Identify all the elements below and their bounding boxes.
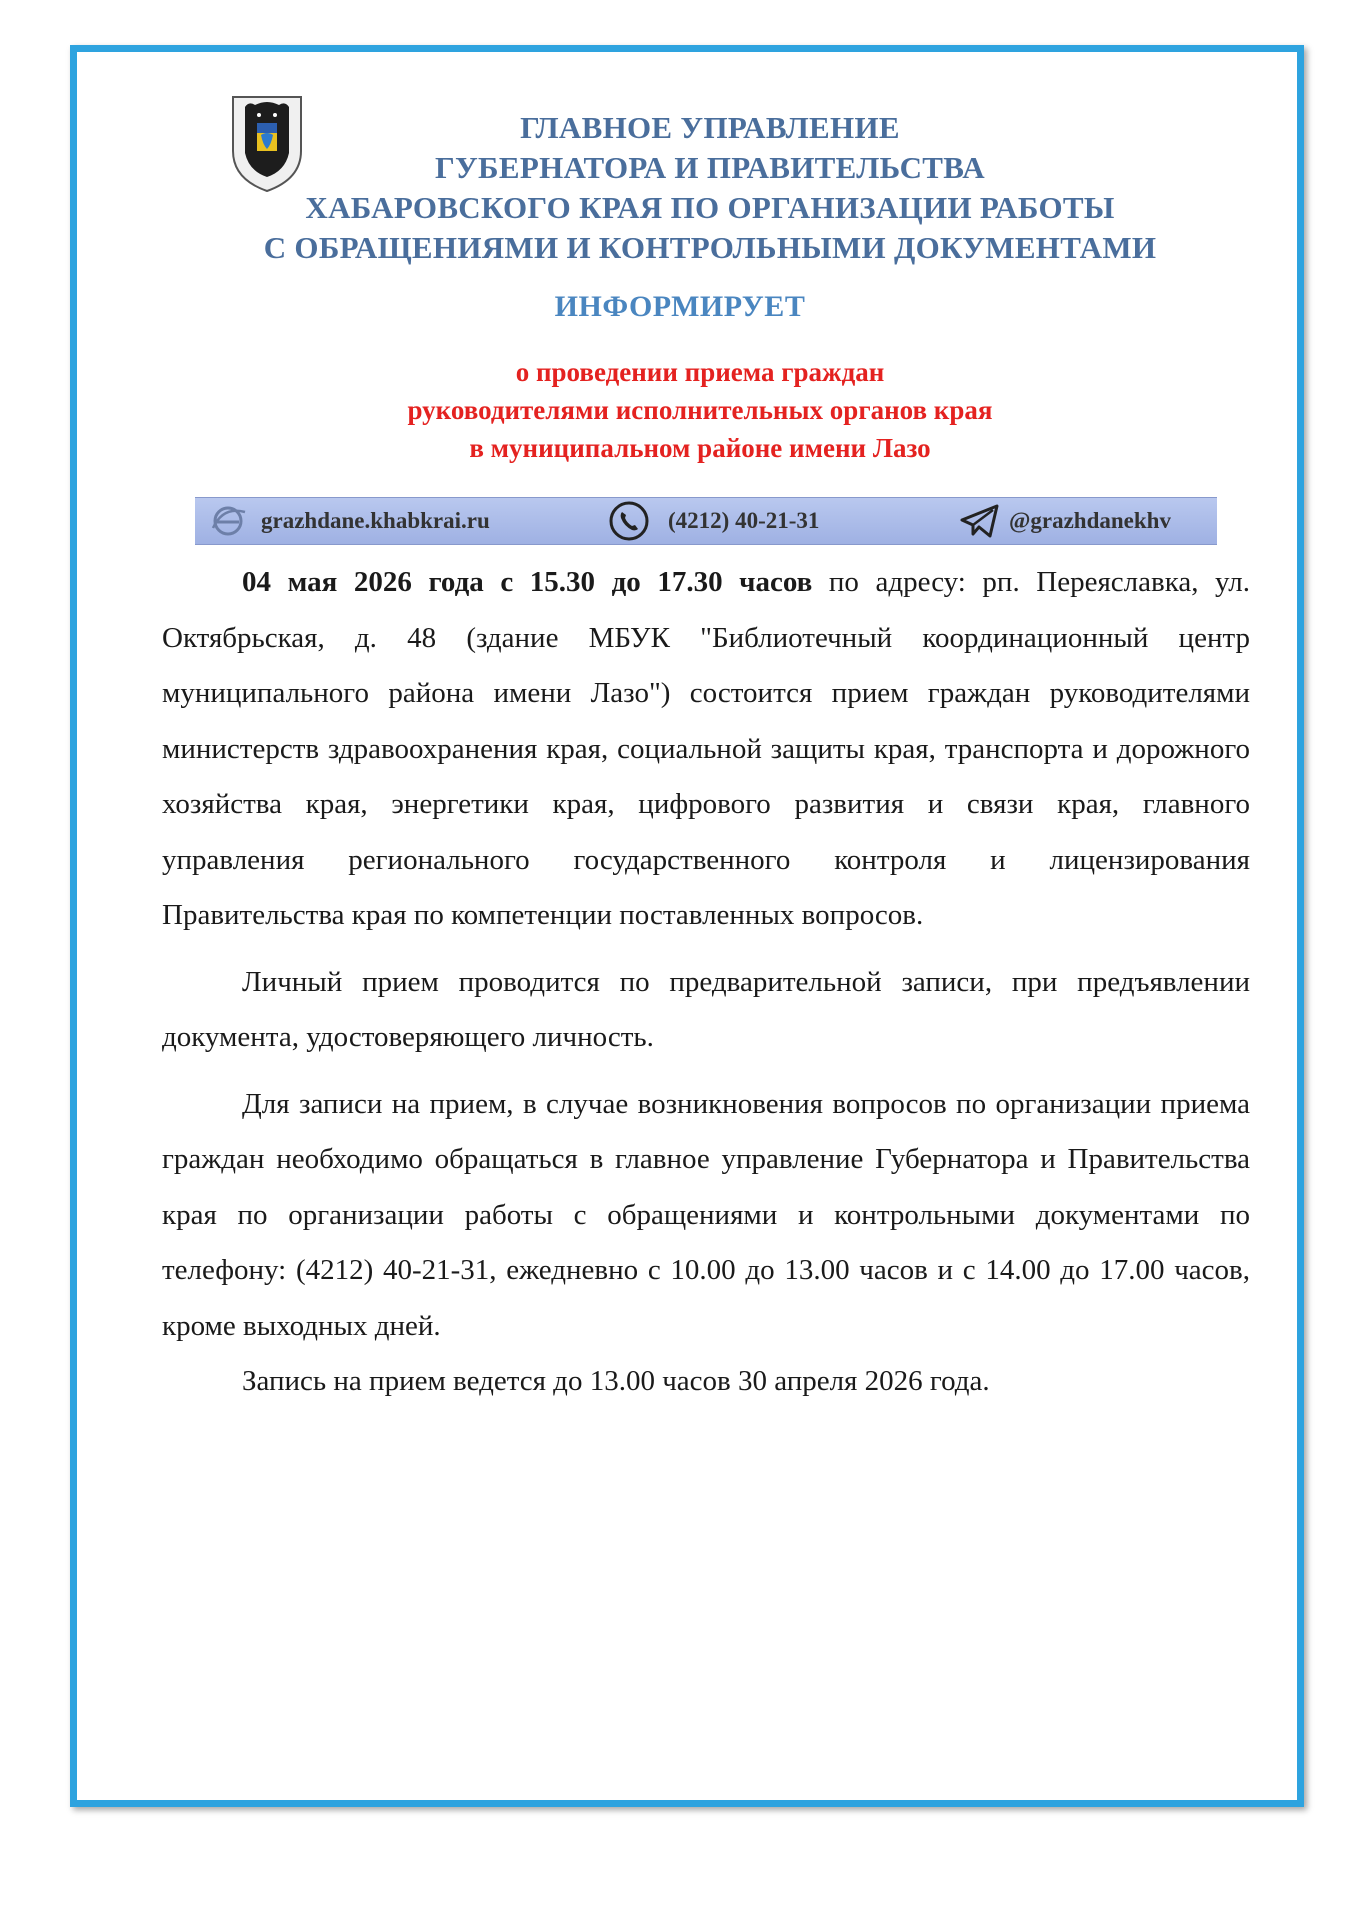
announcement-body bbox=[162, 555, 1250, 1410]
subtitle bbox=[300, 353, 1100, 467]
subtitle-line: о проведении приема граждан bbox=[515, 357, 885, 387]
header-title-line: ГУБЕРНАТОРА И ПРАВИТЕЛЬСТВА bbox=[434, 150, 985, 185]
header-title-line: ХАБАРОВСКОГО КРАЯ ПО ОРГАНИЗАЦИИ РАБОТЫ bbox=[305, 190, 1115, 225]
phone-contact[interactable] bbox=[608, 498, 819, 544]
website-contact[interactable] bbox=[209, 498, 490, 544]
event-details: по адресу: рп. Переяславка, ул. Октябрьская, д. 48 (здание МБУК "Библиотечный координационный центр муниципального района имени Лазо") состоится прием граждан руководителями министерств здравоохранения края, социальной защиты края, транспорта и дорожного хозяйства края, энергетики края, цифрового развития и связи края, главного управления регионального государственного контроля и лицензирования Правительства края по компетенции поставленных вопросов. bbox=[162, 566, 1250, 931]
telegram-handle[interactable]: @grazhdanekhv bbox=[1009, 508, 1171, 533]
phone-icon bbox=[608, 500, 650, 542]
telegram-contact[interactable] bbox=[959, 498, 1171, 544]
subtitle-line: в муниципальном районе имени Лазо bbox=[469, 433, 931, 463]
paragraph-event bbox=[162, 555, 1250, 944]
contact-bar bbox=[195, 497, 1217, 545]
paragraph-deadline: Запись на прием ведется до 13.00 часов 30 апреля 2026 года. bbox=[242, 1365, 990, 1397]
website-link[interactable]: grazhdane.khabkrai.ru bbox=[261, 508, 490, 533]
header-title bbox=[230, 108, 1190, 268]
event-date: 04 мая 2026 года с 15.30 до 17.30 часов bbox=[242, 566, 813, 598]
subtitle-line: руководителями исполнительных органов края bbox=[407, 395, 993, 425]
paragraph-appointment: Личный прием проводится по предварительной записи, при предъявлении документа, удостоверяющего личность. bbox=[162, 965, 1250, 1053]
telegram-icon bbox=[959, 502, 1001, 540]
header-title-line: ГЛАВНОЕ УПРАВЛЕНИЕ bbox=[520, 110, 900, 145]
paragraph-registration: Для записи на прием, в случае возникновения вопросов по организации приема граждан необходимо обращаться в главное управление Губернатора и Правительства края по организации работы с обращениями и контрольными документами по телефону: (4212) 40-21-31, ежедневно с 10.00 до 13.00 часов и с 14.00 до 17.00 часов, кроме выходных дней. bbox=[162, 1087, 1250, 1342]
informs-heading: ИНФОРМИРУЕТ bbox=[554, 290, 806, 323]
phone-number[interactable]: (4212) 40-21-31 bbox=[668, 508, 820, 533]
header-title-line: С ОБРАЩЕНИЯМИ И КОНТРОЛЬНЫМИ ДОКУМЕНТАМИ bbox=[263, 230, 1157, 265]
internet-explorer-icon bbox=[209, 502, 247, 540]
